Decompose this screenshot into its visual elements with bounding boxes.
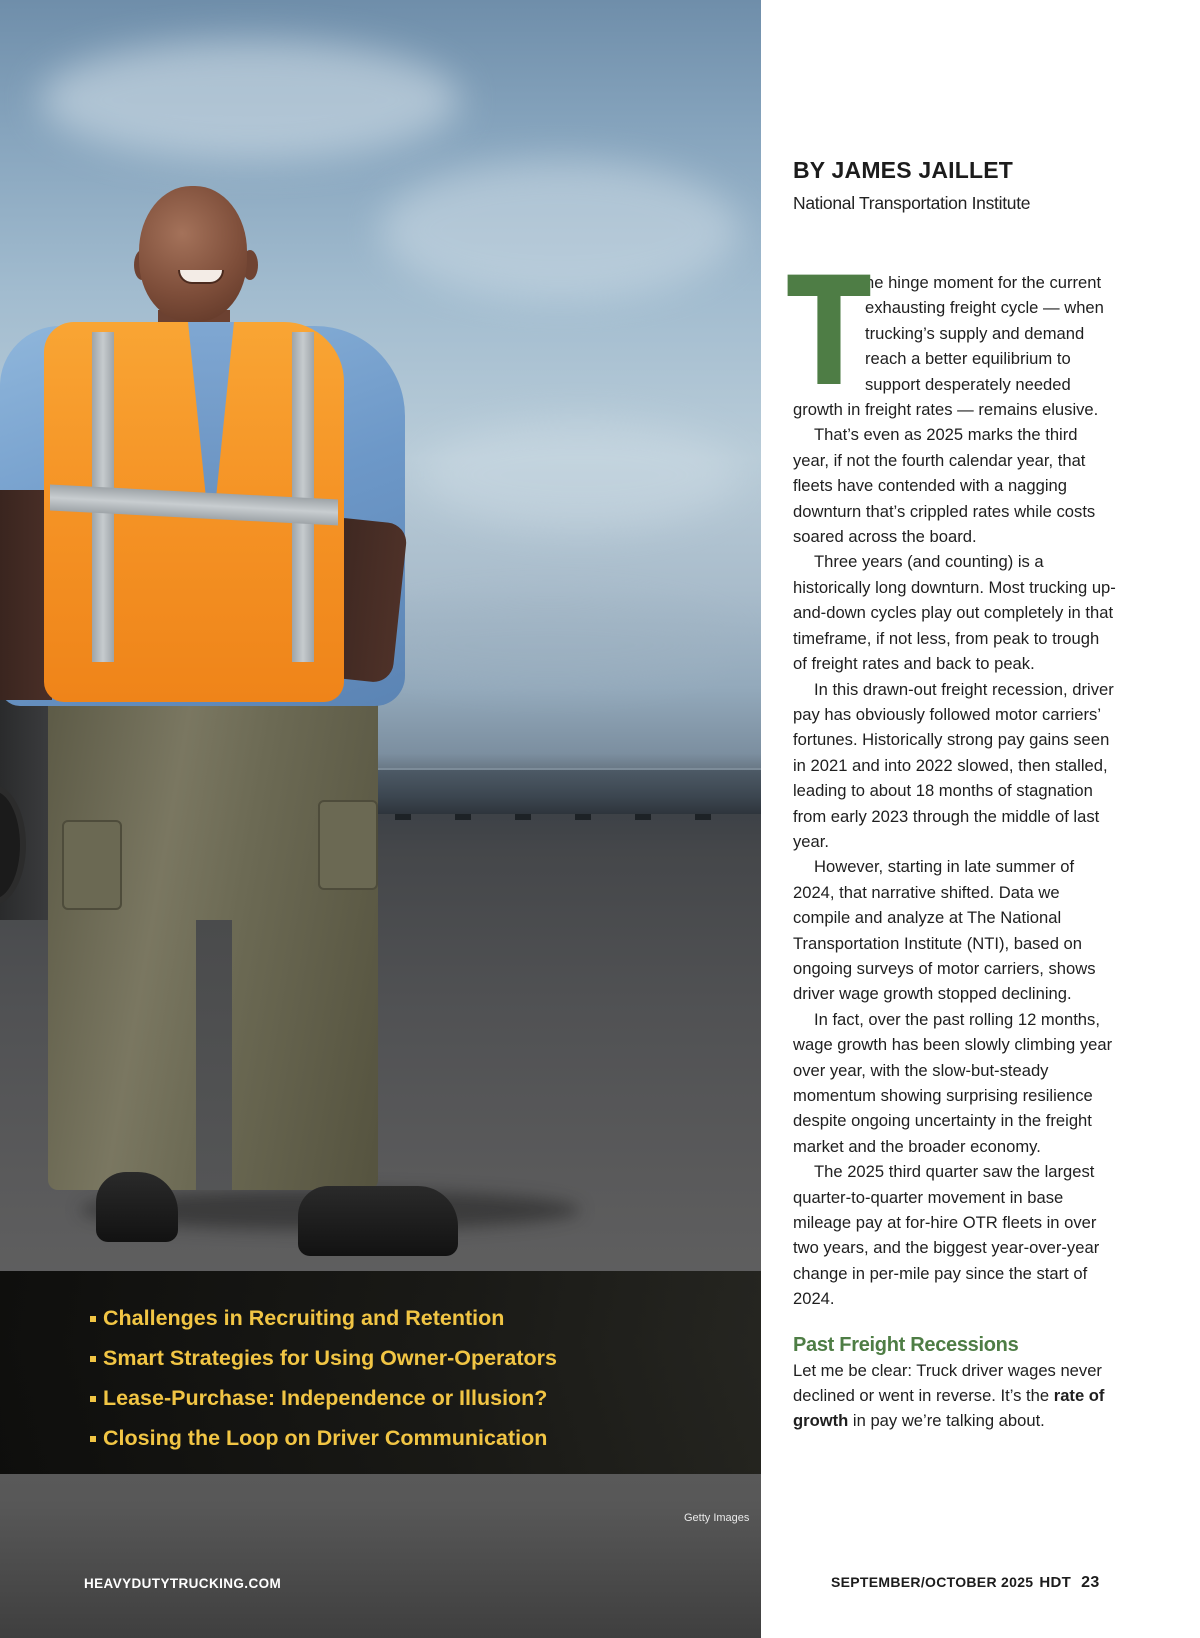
paragraph: That’s even as 2025 marks the third year, if not the fourth calendar year, that fleets have contended with a nagging downturn that’s crippled rates while costs soared across the board.	[793, 425, 1096, 547]
cargo-pocket	[62, 820, 122, 910]
square-bullet-icon	[90, 1316, 96, 1322]
paragraph: However, starting in late summer of 2024, that narrative shifted. Data we compile and analyze at The National Transportation Institute (NTI), based on ongoing surveys of motor carriers, shows driver wage growth stopped declining.	[793, 857, 1096, 1004]
page-number: 23	[1081, 1574, 1100, 1591]
paragraph: In this drawn-out freight recession, driver pay has obviously followed motor carriers’ fortunes. Historically strong pay gains seen in 2021 and into 2022 slowed, then stalled, leading to about 18 months of stagnation from early 2023 through the middle of last year.	[793, 679, 1114, 851]
bold-emphasis: rate of growth	[793, 1386, 1105, 1431]
paragraph: Three years (and counting) is a historically long downturn. Most trucking up-and-down cycles play out completely in that timeframe, if not less, from peak to trough of freight rates and back to peak.	[793, 552, 1116, 674]
paragraph: In fact, over the past rolling 12 months, wage growth has been slowly climbing year over year, with the slow-but-steady momentum showing surprising resilience despite ongoing uncertainty in the freight market and the broader economy.	[793, 1009, 1113, 1156]
leg-gap	[196, 920, 232, 1190]
square-bullet-icon	[90, 1436, 96, 1442]
paragraph	[793, 1358, 1117, 1434]
square-bullet-icon	[90, 1356, 96, 1362]
page-footer	[831, 1574, 1100, 1592]
drop-cap	[787, 246, 871, 420]
section-subhead: Past Freight Recessions	[793, 1333, 1019, 1356]
topic-item	[90, 1378, 557, 1418]
topic-label: Smart Strategies for Using Owner-Operators	[103, 1346, 557, 1370]
right-boot	[298, 1186, 458, 1256]
sidebar-topics-band	[0, 1271, 761, 1474]
magazine-name: HDT	[1039, 1574, 1072, 1591]
topic-label: Closing the Loop on Driver Communication	[103, 1426, 548, 1450]
square-bullet-icon	[90, 1396, 96, 1402]
paragraph-text: Let me be clear: Truck driver wages never declined or went in reverse. It’s the	[793, 1360, 1102, 1406]
topic-list	[90, 1298, 557, 1458]
paragraph-text: he hinge moment for the current exhausting freight cycle — when trucking’s supply and demand reach a better equilibrium to support desperately needed growth in freight rates — remains elusive.	[793, 273, 1104, 420]
cargo-pocket	[318, 800, 378, 890]
left-boot	[96, 1172, 178, 1242]
drop-cap-letter: T	[787, 246, 871, 420]
website-footer: HEAVYDUTYTRUCKING.COM	[84, 1576, 282, 1591]
article-body	[787, 246, 1117, 1434]
issue-date: SEPTEMBER/OCTOBER 2025	[831, 1574, 1034, 1590]
topic-item	[90, 1418, 557, 1458]
photo-credit: Getty Images	[684, 1512, 750, 1524]
topic-item	[90, 1298, 557, 1338]
author-affiliation: National Transportation Institute	[793, 193, 1031, 213]
head	[139, 186, 247, 322]
topic-item	[90, 1338, 557, 1378]
topic-label: Lease-Purchase: Independence or Illusion?	[103, 1386, 548, 1410]
smile	[178, 270, 224, 284]
paragraph: The 2025 third quarter saw the largest quarter-to-quarter movement in base mileage pay at for-hire OTR fleets in over two years, and the biggest year-over-year change in per-mile pay since the start of 2024.	[793, 1162, 1100, 1309]
paragraph-text: in pay we’re talking about.	[848, 1411, 1045, 1431]
byline: BY JAMES JAILLET	[793, 157, 1014, 183]
topic-label: Challenges in Recruiting and Retention	[103, 1306, 505, 1330]
paragraph	[787, 246, 1117, 422]
